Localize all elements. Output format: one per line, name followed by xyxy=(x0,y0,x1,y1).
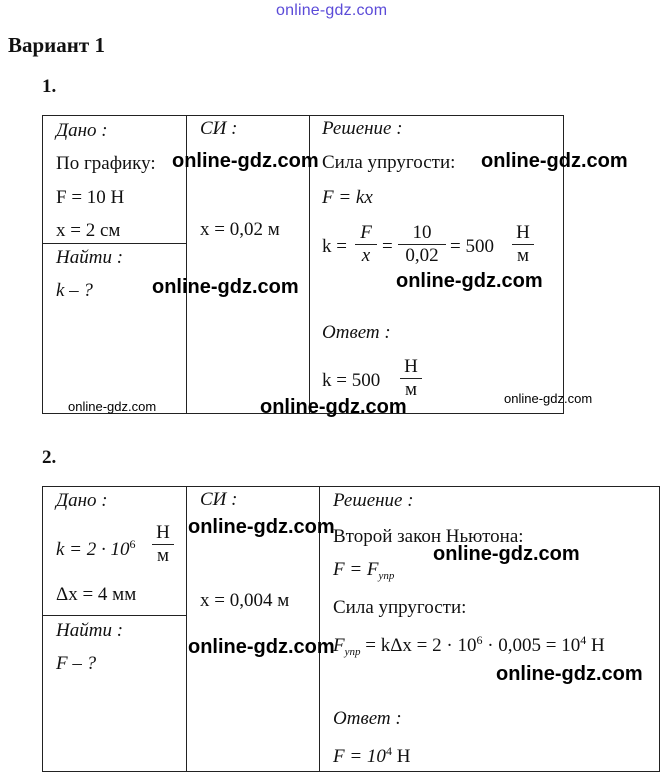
task1-unit-num: Н xyxy=(516,222,530,243)
task1-si-line: x = 0,02 м xyxy=(200,219,280,240)
task2-answer: $F = 10^4$ Н xyxy=(333,744,411,767)
task1-fraction-F-over-x xyxy=(355,222,377,267)
watermark: online-gdz.com xyxy=(260,396,407,418)
page-title: Вариант 1 xyxy=(8,33,105,57)
task1-answer: k = 500 xyxy=(322,370,381,391)
watermark: online-gdz.com xyxy=(152,276,299,298)
task2-given-k: $k = 2 \cdot 10^6$ xyxy=(56,537,136,560)
task1-given-header: Дано : xyxy=(56,120,108,141)
task2-find-line: F – ? xyxy=(56,653,97,674)
task1-unit-fraction xyxy=(512,222,534,267)
task1-k-eq-left: k = xyxy=(322,236,347,257)
task1-given-line-1: По графику: xyxy=(56,153,156,174)
task1-answer-unit-den: м xyxy=(404,379,418,400)
task2-solution-line-2: Сила упругости: xyxy=(333,597,467,618)
task1-answer-header: Ответ : xyxy=(322,322,391,343)
task1-frac1-den: x xyxy=(361,245,371,266)
task1-answer-unit-fraction xyxy=(400,356,422,401)
task1-number: 1. xyxy=(42,76,57,97)
task1-formula: F = kx xyxy=(322,187,373,208)
task1-solution-header: Решение : xyxy=(322,118,403,139)
task2-given-k-unit-num: Н xyxy=(156,522,170,543)
task2-si-line: x = 0,004 м xyxy=(200,590,290,611)
task1-frac2-den: 0,02 xyxy=(405,245,439,266)
task1-find-header: Найти : xyxy=(56,247,124,268)
task1-unit-den: м xyxy=(516,245,530,266)
task2-given-header: Дано : xyxy=(56,490,108,511)
task1-eq-sign: = xyxy=(382,236,393,257)
task2-solution-header: Решение : xyxy=(333,490,414,511)
task2-given-k-unit-den: м xyxy=(156,545,170,566)
watermark: online-gdz.com xyxy=(496,663,643,685)
watermark: online-gdz.com xyxy=(188,636,335,658)
task2-given-divider xyxy=(42,615,187,616)
task1-frac1-num: F xyxy=(360,222,372,243)
task2-calculation: $F_{упр} = k\Delta x = 2 \cdot 10^6 \cdot 0,005 = 10^4$ Н xyxy=(333,633,605,658)
task2-number: 2. xyxy=(42,447,57,468)
task2-find-header: Найти : xyxy=(56,620,124,641)
task1-result: = 500 xyxy=(450,236,494,257)
watermark: online-gdz.com xyxy=(481,150,628,172)
task2-si-header: СИ : xyxy=(200,489,238,510)
watermark: online-gdz.com xyxy=(188,516,335,538)
task1-answer-unit-num: Н xyxy=(404,356,418,377)
task1-find-line: k – ? xyxy=(56,280,93,301)
task2-given-k-unit xyxy=(152,522,174,567)
watermark: online-gdz.com xyxy=(433,543,580,565)
watermark: online-gdz.com xyxy=(172,150,319,172)
task1-fraction-values xyxy=(398,222,446,267)
task1-frac2-num: 10 xyxy=(412,222,432,243)
watermark-top: online-gdz.com xyxy=(276,2,388,19)
task1-si-header: СИ : xyxy=(200,118,238,139)
task1-solution-line-1: Сила упругости: xyxy=(322,152,456,173)
task1-given-divider xyxy=(42,243,187,244)
task2-solution-line-1: Второй закон Ньютона: xyxy=(333,526,524,547)
task2-f-equation: $F = F_{упр}$ xyxy=(333,559,395,582)
task2-given-dx: Δx = 4 мм xyxy=(56,584,137,605)
task2-divider-1 xyxy=(186,486,187,772)
task1-given-line-2: F = 10 Н xyxy=(56,187,125,208)
watermark-small: online-gdz.com xyxy=(504,391,593,406)
watermark-small: online-gdz.com xyxy=(68,399,157,414)
task2-answer-header: Ответ : xyxy=(333,708,402,729)
watermark: online-gdz.com xyxy=(396,270,543,292)
task1-given-line-3: x = 2 см xyxy=(56,220,121,241)
